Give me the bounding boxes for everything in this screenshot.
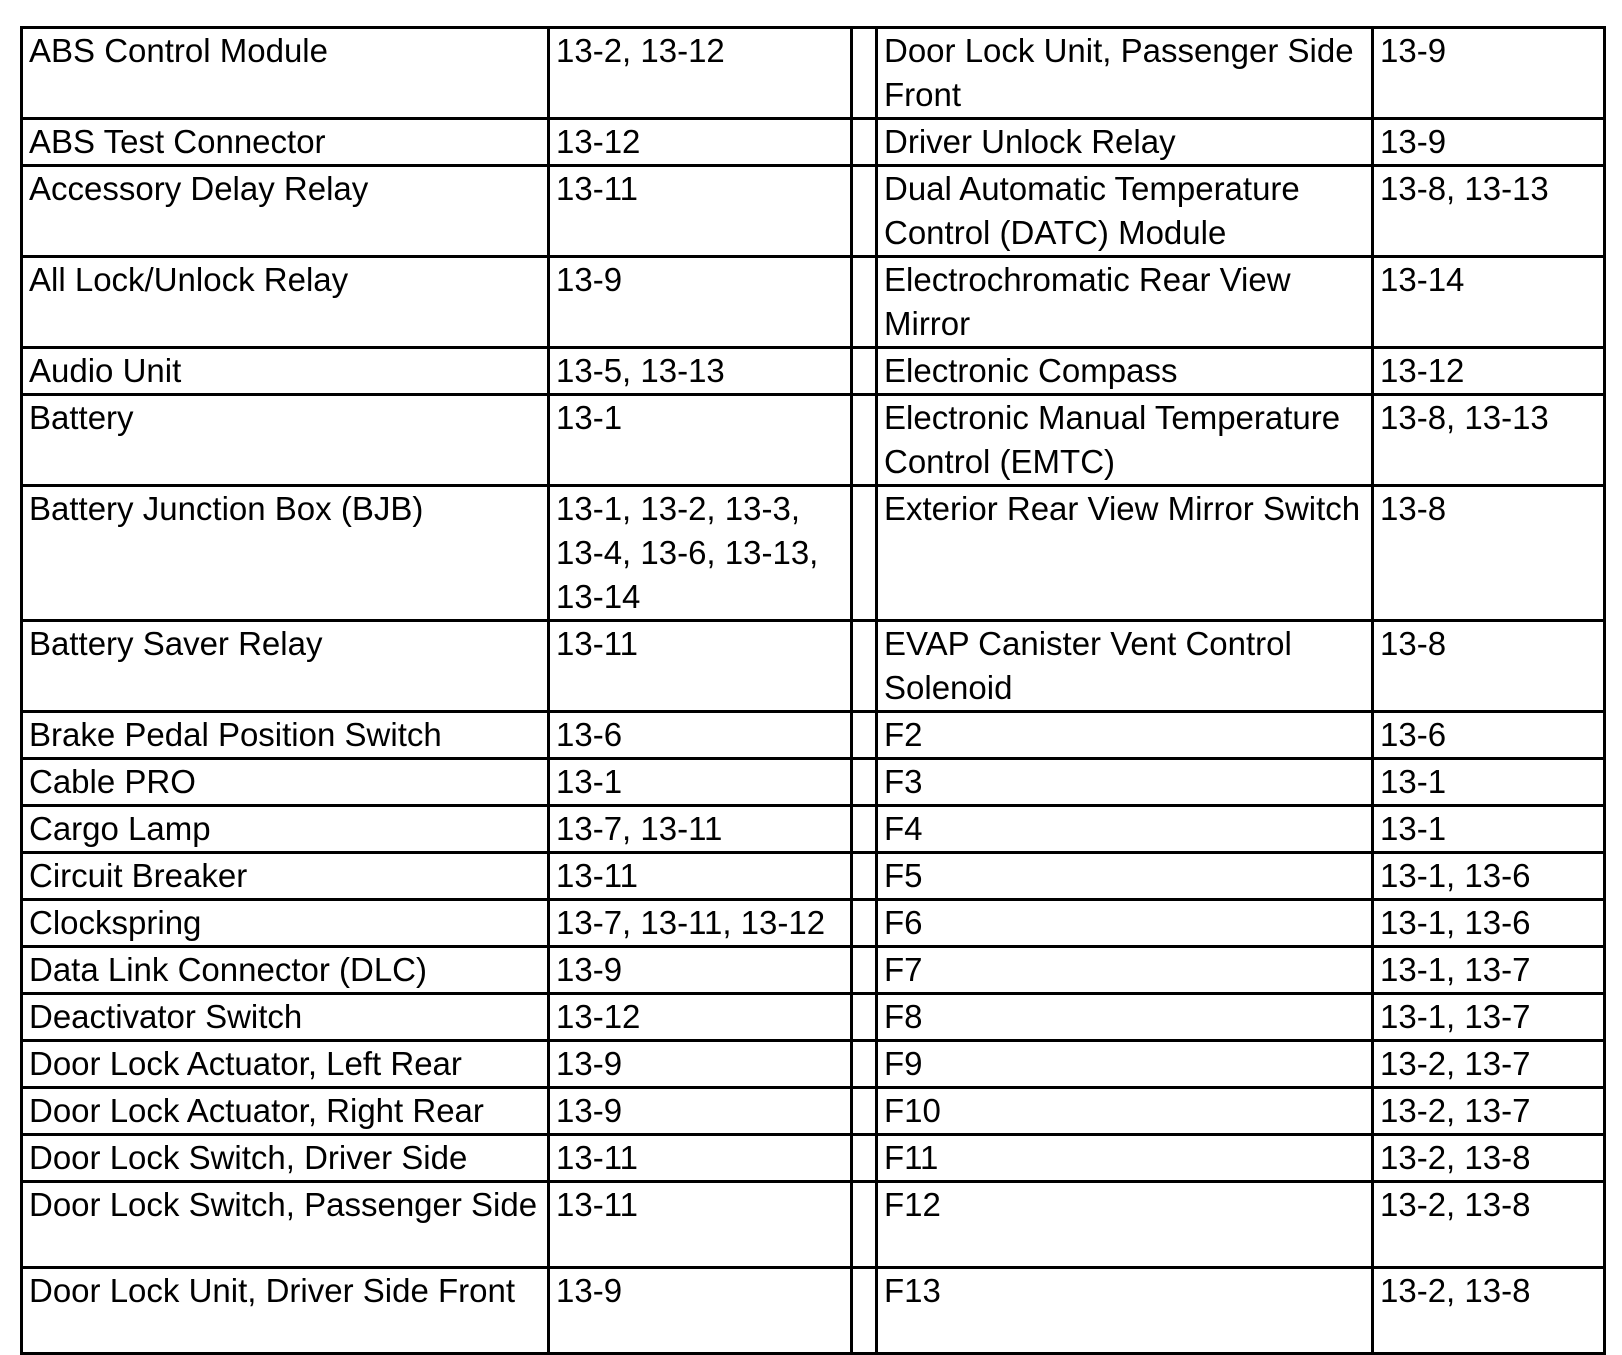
right-page-refs: 13-14 (1373, 257, 1605, 348)
right-page-refs: 13-9 (1373, 28, 1605, 119)
column-gap (852, 806, 877, 853)
table-row (22, 947, 1605, 994)
table-row (22, 1268, 1605, 1354)
table-row (22, 806, 1605, 853)
right-page-refs: 13-1 (1373, 759, 1605, 806)
left-page-refs: 13-11 (549, 1135, 852, 1182)
table-row (22, 1135, 1605, 1182)
right-page-refs: 13-2, 13-7 (1373, 1041, 1605, 1088)
right-page-refs: 13-1, 13-6 (1373, 900, 1605, 947)
left-component-name: Accessory Delay Relay (22, 166, 549, 257)
left-component-name: Cargo Lamp (22, 806, 549, 853)
right-component-name: Electrochromatic Rear View Mirror (877, 257, 1373, 348)
left-component-name: ABS Control Module (22, 28, 549, 119)
right-component-name: F6 (877, 900, 1373, 947)
right-component-name: F10 (877, 1088, 1373, 1135)
left-component-name: Deactivator Switch (22, 994, 549, 1041)
right-component-name: F3 (877, 759, 1373, 806)
right-page-refs: 13-6 (1373, 712, 1605, 759)
left-page-refs: 13-6 (549, 712, 852, 759)
left-page-refs: 13-9 (549, 1088, 852, 1135)
left-component-name: All Lock/Unlock Relay (22, 257, 549, 348)
table-row (22, 28, 1605, 119)
right-page-refs: 13-12 (1373, 348, 1605, 395)
table-row (22, 1182, 1605, 1268)
column-gap (852, 1088, 877, 1135)
right-component-name: EVAP Canister Vent Control Solenoid (877, 621, 1373, 712)
left-component-name: Circuit Breaker (22, 853, 549, 900)
left-page-refs: 13-11 (549, 621, 852, 712)
column-gap (852, 166, 877, 257)
left-component-name: Battery Saver Relay (22, 621, 549, 712)
table-row (22, 1088, 1605, 1135)
table-row (22, 257, 1605, 348)
column-gap (852, 257, 877, 348)
column-gap (852, 1041, 877, 1088)
column-gap (852, 759, 877, 806)
column-gap (852, 853, 877, 900)
right-page-refs: 13-8 (1373, 621, 1605, 712)
column-gap (852, 621, 877, 712)
right-component-name: F5 (877, 853, 1373, 900)
table-row (22, 994, 1605, 1041)
right-component-name: Driver Unlock Relay (877, 119, 1373, 166)
left-component-name: ABS Test Connector (22, 119, 549, 166)
right-component-name: F7 (877, 947, 1373, 994)
right-component-name: Exterior Rear View Mirror Switch (877, 486, 1373, 621)
left-page-refs: 13-5, 13-13 (549, 348, 852, 395)
column-gap (852, 712, 877, 759)
left-page-refs: 13-2, 13-12 (549, 28, 852, 119)
right-page-refs: 13-1, 13-6 (1373, 853, 1605, 900)
column-gap (852, 28, 877, 119)
column-gap (852, 1268, 877, 1354)
right-page-refs: 13-8 (1373, 486, 1605, 621)
left-component-name: Clockspring (22, 900, 549, 947)
column-gap (852, 395, 877, 486)
column-gap (852, 1182, 877, 1268)
left-component-name: Battery Junction Box (BJB) (22, 486, 549, 621)
left-component-name: Audio Unit (22, 348, 549, 395)
right-component-name: Electronic Manual Temperature Control (EMTC) (877, 395, 1373, 486)
left-page-refs: 13-9 (549, 947, 852, 994)
left-page-refs: 13-11 (549, 1182, 852, 1268)
left-page-refs: 13-9 (549, 1041, 852, 1088)
right-page-refs: 13-1, 13-7 (1373, 994, 1605, 1041)
left-page-refs: 13-9 (549, 1268, 852, 1354)
table-row (22, 853, 1605, 900)
table-row (22, 1041, 1605, 1088)
left-component-name: Battery (22, 395, 549, 486)
left-component-name: Door Lock Unit, Driver Side Front (22, 1268, 549, 1354)
left-page-refs: 13-12 (549, 994, 852, 1041)
left-page-refs: 13-1 (549, 395, 852, 486)
left-page-refs: 13-11 (549, 853, 852, 900)
left-page-refs: 13-9 (549, 257, 852, 348)
right-page-refs: 13-2, 13-8 (1373, 1182, 1605, 1268)
left-page-refs: 13-11 (549, 166, 852, 257)
table-row (22, 348, 1605, 395)
left-component-name: Brake Pedal Position Switch (22, 712, 549, 759)
right-component-name: F9 (877, 1041, 1373, 1088)
column-gap (852, 119, 877, 166)
right-component-name: Electronic Compass (877, 348, 1373, 395)
right-page-refs: 13-9 (1373, 119, 1605, 166)
left-component-name: Door Lock Actuator, Right Rear (22, 1088, 549, 1135)
right-page-refs: 13-1 (1373, 806, 1605, 853)
column-gap (852, 486, 877, 621)
column-gap (852, 348, 877, 395)
left-component-name: Cable PRO (22, 759, 549, 806)
column-gap (852, 947, 877, 994)
column-gap (852, 1135, 877, 1182)
right-page-refs: 13-8, 13-13 (1373, 395, 1605, 486)
table-body (22, 28, 1605, 1354)
right-component-name: F11 (877, 1135, 1373, 1182)
right-page-refs: 13-2, 13-7 (1373, 1088, 1605, 1135)
right-component-name: Dual Automatic Temperature Control (DATC) Module (877, 166, 1373, 257)
table-row (22, 166, 1605, 257)
table-row (22, 486, 1605, 621)
left-component-name: Data Link Connector (DLC) (22, 947, 549, 994)
right-page-refs: 13-8, 13-13 (1373, 166, 1605, 257)
table-row (22, 119, 1605, 166)
right-component-name: F2 (877, 712, 1373, 759)
table-row (22, 900, 1605, 947)
left-page-refs: 13-7, 13-11 (549, 806, 852, 853)
right-page-refs: 13-1, 13-7 (1373, 947, 1605, 994)
right-page-refs: 13-2, 13-8 (1373, 1135, 1605, 1182)
component-index-table (20, 26, 1606, 1355)
right-page-refs: 13-2, 13-8 (1373, 1268, 1605, 1354)
left-page-refs: 13-7, 13-11, 13-12 (549, 900, 852, 947)
table-row (22, 712, 1605, 759)
left-page-refs: 13-12 (549, 119, 852, 166)
left-component-name: Door Lock Actuator, Left Rear (22, 1041, 549, 1088)
right-component-name: F4 (877, 806, 1373, 853)
left-page-refs: 13-1 (549, 759, 852, 806)
left-component-name: Door Lock Switch, Driver Side (22, 1135, 549, 1182)
right-component-name: F12 (877, 1182, 1373, 1268)
right-component-name: Door Lock Unit, Passenger Side Front (877, 28, 1373, 119)
table-row (22, 395, 1605, 486)
left-page-refs: 13-1, 13-2, 13-3, 13-4, 13-6, 13-13, 13-14 (549, 486, 852, 621)
left-component-name: Door Lock Switch, Passenger Side (22, 1182, 549, 1268)
column-gap (852, 900, 877, 947)
table-row (22, 759, 1605, 806)
table-row (22, 621, 1605, 712)
right-component-name: F8 (877, 994, 1373, 1041)
right-component-name: F13 (877, 1268, 1373, 1354)
column-gap (852, 994, 877, 1041)
